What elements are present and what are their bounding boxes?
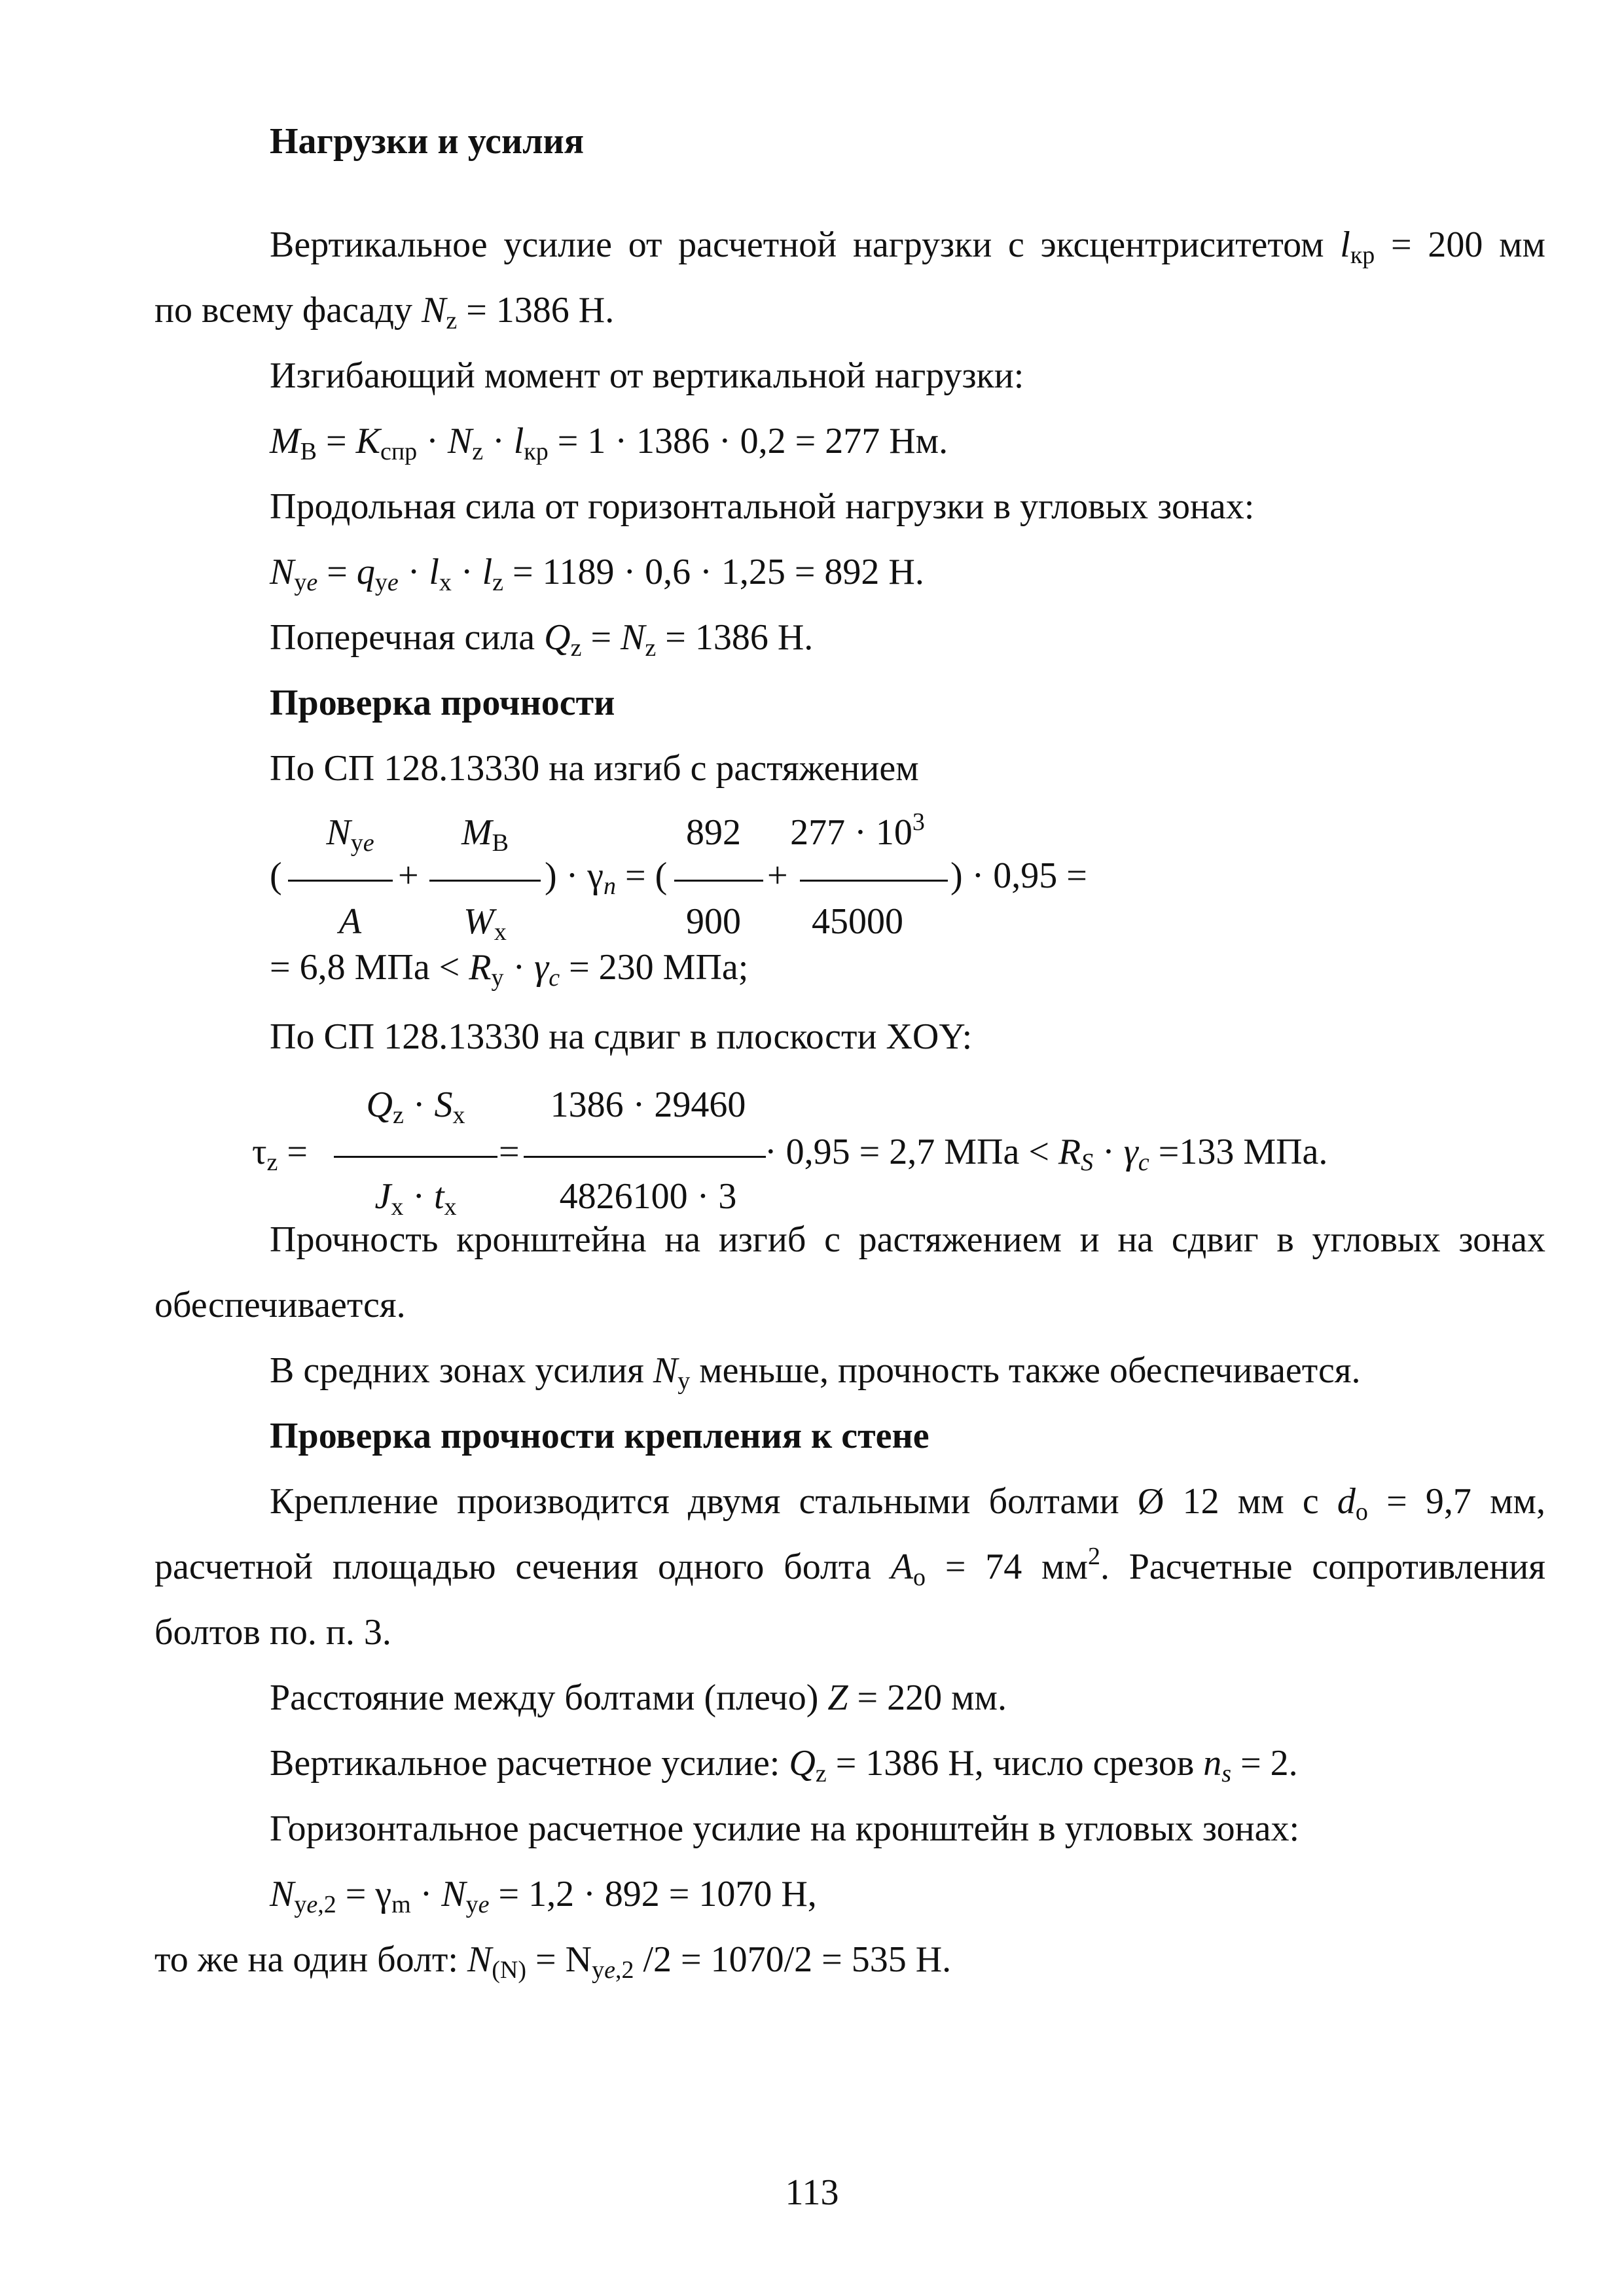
para-horizontal-design-force: Горизонтальное расчетное усилие на кронштейн в угловых зонах: — [270, 1808, 1300, 1849]
para-vertical-force-cont: по всему фасаду $N_z = 1386$ Н. — [154, 290, 615, 334]
tau-z-label: $\tau_z$ = — [252, 1132, 308, 1176]
para-bending-moment: Изгибающий момент от вертикальной нагрузки: — [270, 355, 1024, 396]
paren-open: ( — [270, 855, 282, 896]
page-number: 113 — [785, 2172, 839, 2213]
frac1-denominator-w: $W_x$ — [463, 901, 507, 946]
fraction-bar — [429, 880, 541, 882]
para-strength-ensured: Прочность кронштейна на изгиб с растяжением и на сдвиг в угловых зонах — [270, 1219, 1545, 1260]
para-longitudinal-force: Продольная сила от горизонтальной нагрузки в угловых зонах: — [270, 486, 1255, 527]
plus-sign: + — [398, 855, 419, 896]
para-middle-zones: В средних зонах усилия $N_y$ меньше, прочность также обеспечивается. — [270, 1350, 1361, 1395]
formula-longitudinal-force: $N_{ye} = q_{ye} \cdot l_x \cdot l_z = 1189 \cdot 0,6 \cdot 1,25 = 892$ Н. — [270, 552, 924, 596]
frac2-numerator-value: 1386 · 29460 — [550, 1085, 746, 1125]
operator-text: ) · $\gamma_n$ = ( — [545, 855, 668, 900]
para-sp-bending: По СП 128.13330 на изгиб с растяжением — [270, 748, 919, 789]
para-fastening-end: болтов по. п. 3. — [154, 1612, 391, 1653]
para-fastening-cont: расчетной площадью сечения одного болта $A_o = 74$ $мм^2$. Расчетные сопротивления — [154, 1543, 1545, 1591]
frac1-tail: ) · 0,95 = — [950, 855, 1087, 896]
para-bolt-distance: Расстояние между болтами (плечо) Z = 220 мм. — [270, 1677, 1007, 1718]
para-shear-force: Поперечная сила $Q_z = N_z = 1386$ Н. — [270, 617, 814, 662]
frac2-denominator-symbolic: $J_x \cdot t_x$ — [374, 1176, 457, 1221]
frac1-numerator-277: $277 \cdot 10^3$ — [790, 808, 925, 853]
equals-sign: = — [499, 1132, 520, 1172]
heading-mount-check: Проверка прочности крепления к стене — [270, 1416, 929, 1456]
frac1-denominator-900: 900 — [686, 901, 741, 942]
frac2-numerator-symbolic: $Q_z \cdot S_x$ — [366, 1085, 465, 1129]
frac1-denominator-45000: 45000 — [812, 901, 903, 942]
heading-loads: Нагрузки и усилия — [270, 121, 585, 162]
fraction-bar — [800, 880, 948, 882]
formula-bending-moment: $M_В = K_{спр} \cdot N_z \cdot l_{кр} = 1 \cdot 1386 \cdot 0,2 = 277$ Нм. — [270, 421, 948, 465]
frac1-numerator-n: $N_{ye}$ — [326, 812, 374, 857]
para-per-bolt: то же на один болт: $N_{(N)} = N_{ye,2}$ /2 = 1070/2 = 535 Н. — [154, 1939, 952, 1984]
frac1-numerator-m: $M_В$ — [461, 812, 509, 857]
frac2-denominator-value: 4826100 · 3 — [559, 1176, 737, 1217]
formula-horizontal-force: $N_{ye,2} = \gamma_m \cdot N_{ye} = 1,2 \cdot 892 = 1070$ Н, — [270, 1874, 817, 1918]
result-bending: = 6,8 МПа < $R_y \cdot \gamma_c = 230$ МПа; — [270, 947, 749, 992]
frac1-denominator-a: A — [338, 901, 362, 942]
frac2-tail: · 0,95 = 2,7 МПа < $R_S \cdot \gamma_c =133$ МПа. — [765, 1132, 1328, 1176]
para-fastening: Крепление производится двумя стальными болтами Ø 12 мм с $d_o = 9,7$ мм, — [270, 1481, 1545, 1526]
fraction-bar — [524, 1156, 766, 1158]
para-strength-ensured-cont: обеспечивается. — [154, 1285, 406, 1325]
fraction-bar — [674, 880, 763, 882]
fraction-bar — [288, 880, 393, 882]
fraction-bar — [334, 1156, 497, 1158]
heading-strength-check: Проверка прочности — [270, 683, 615, 723]
para-sp-shear: По СП 128.13330 на сдвиг в плоскости XOY: — [270, 1016, 973, 1057]
para-vertical-design-force: Вертикальное расчетное усилие: $Q_z = 1386$ Н, число срезов $n_s = 2$. — [270, 1743, 1298, 1787]
plus-sign: + — [767, 855, 788, 896]
para-vertical-force: Вертикальное усилие от расчетной нагрузки с эксцентриситетом $l_{кр} = 200$ мм — [270, 224, 1545, 269]
frac1-numerator-892: 892 — [686, 812, 741, 853]
